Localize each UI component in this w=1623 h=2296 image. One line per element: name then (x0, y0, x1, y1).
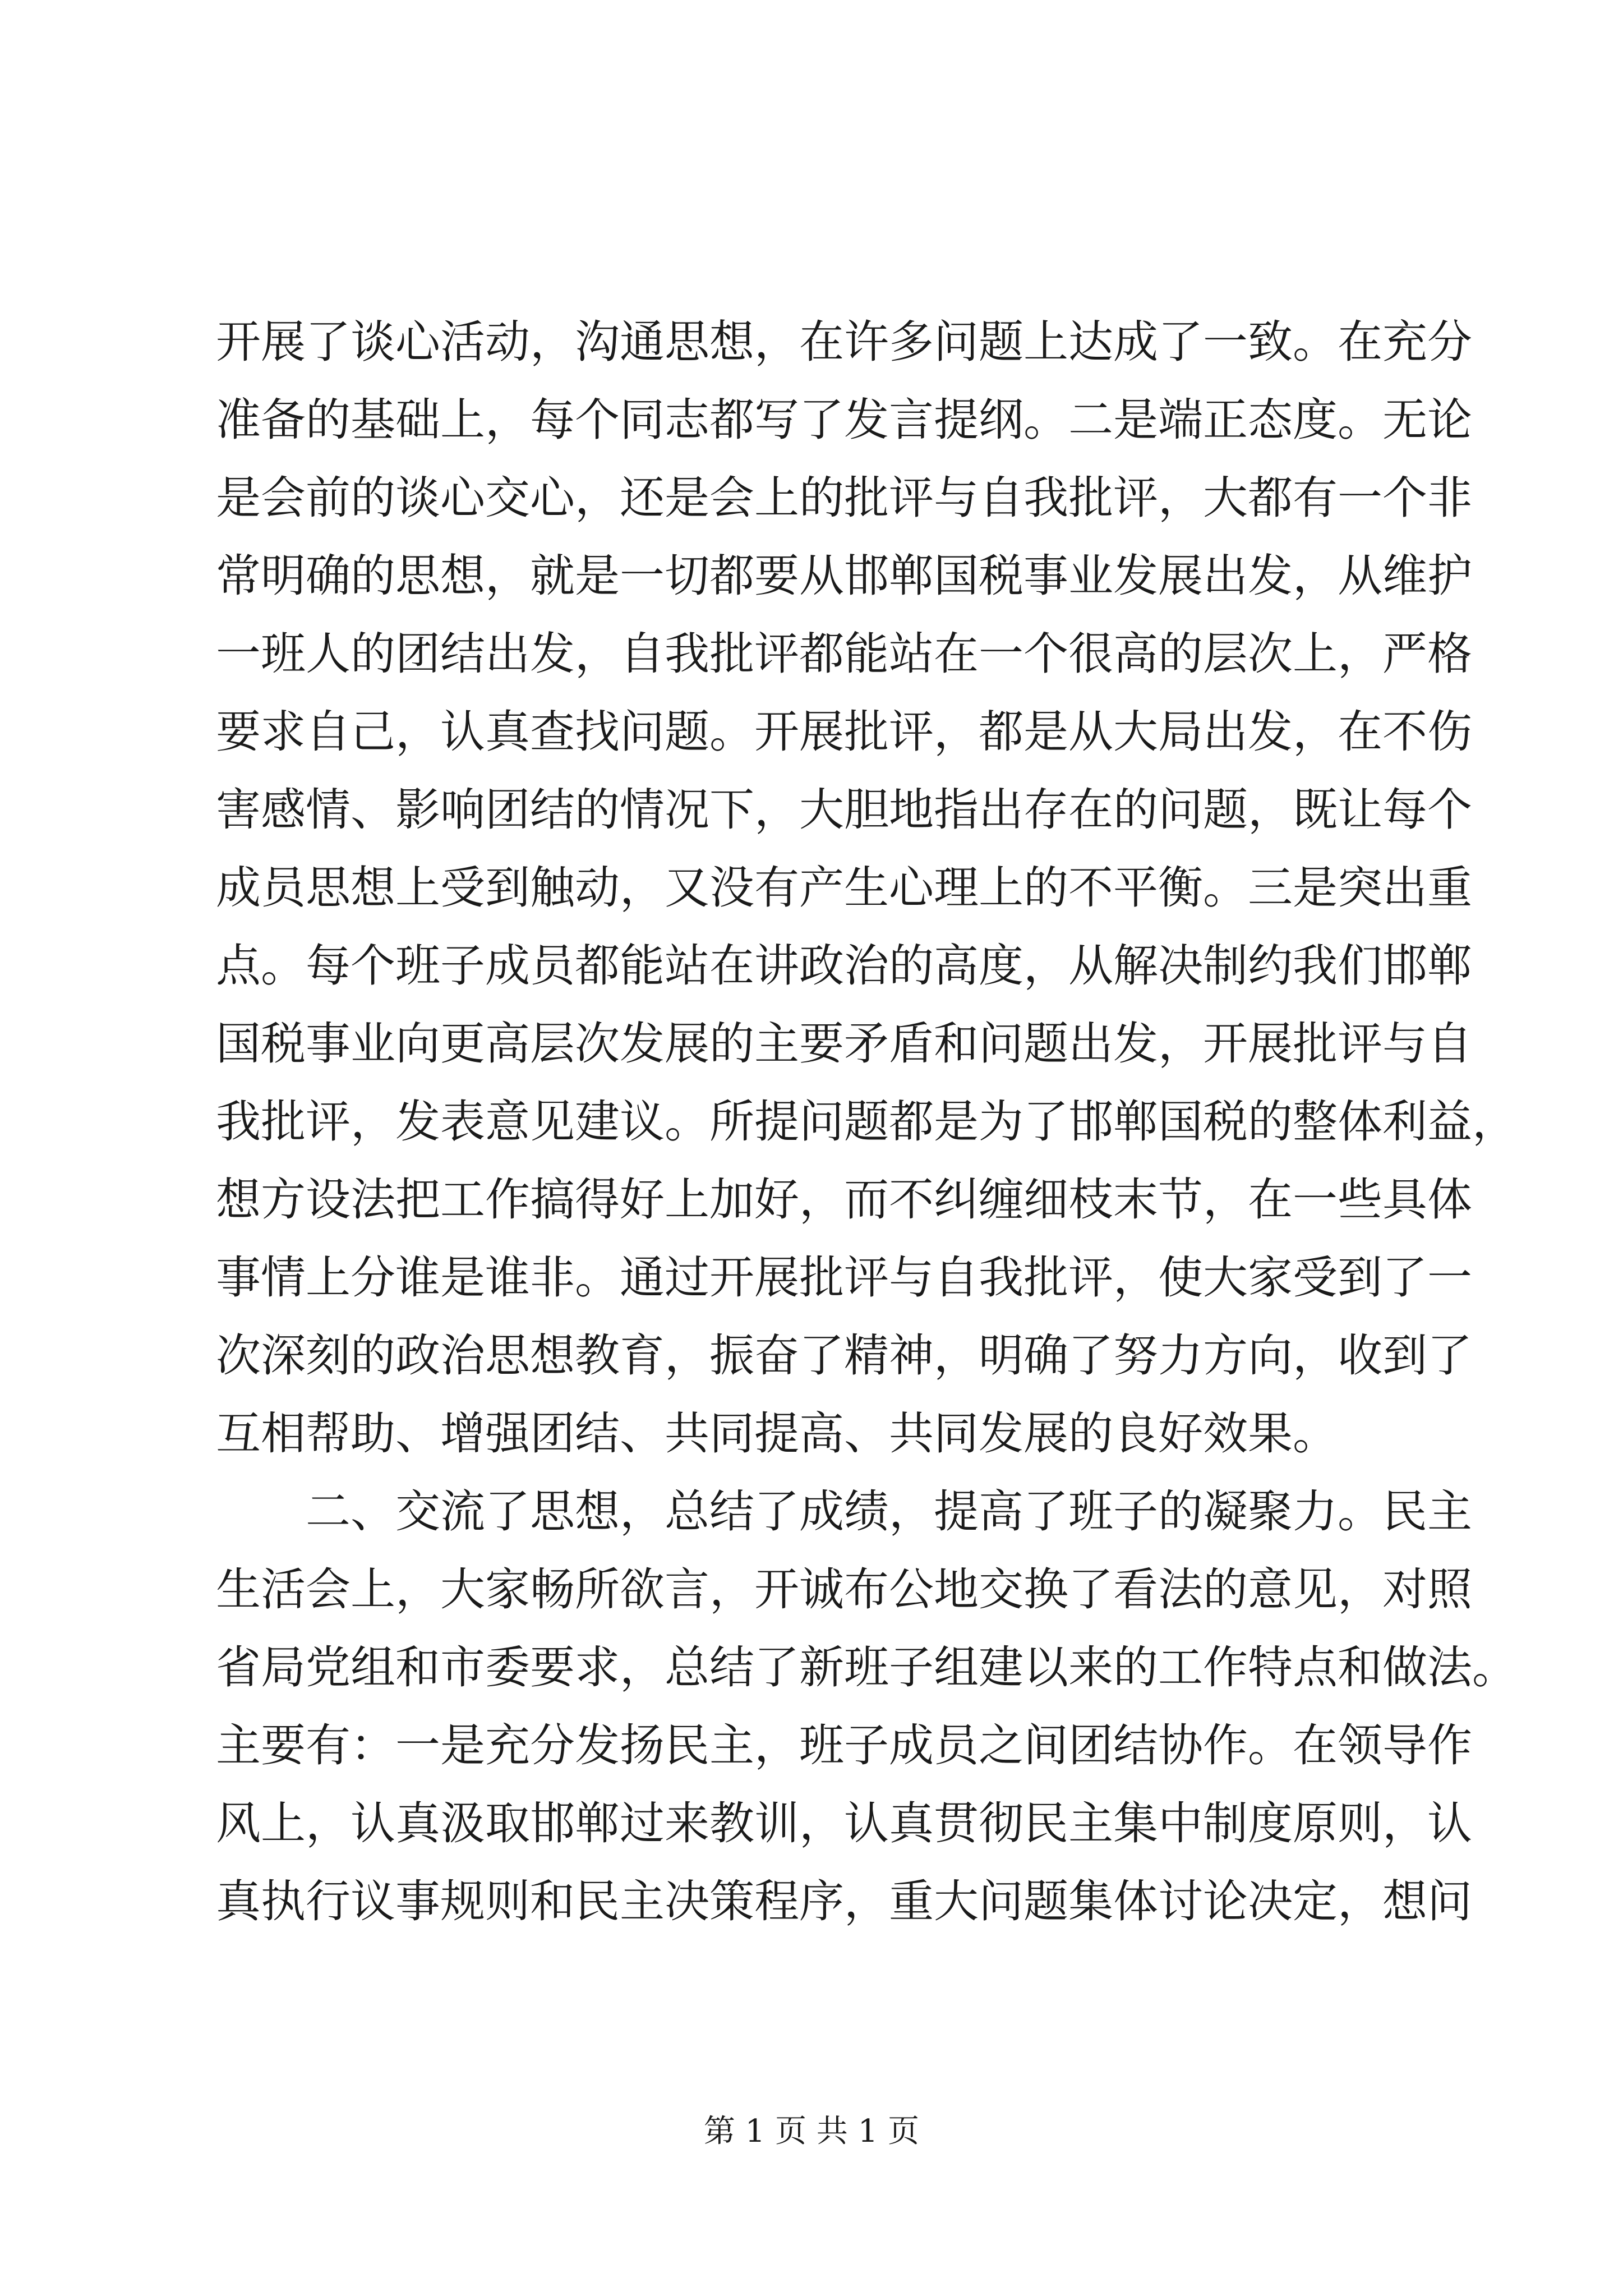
text-line: 是会前的谈心交心，还是会上的批评与自我批评，大都有一个非 (216, 472, 1472, 524)
text-line: 开展了谈心活动，沟通思想，在许多问题上达成了一致。在充分 (216, 316, 1472, 368)
text-line: 常明确的思想，就是一切都要从邯郸国税事业发展出发，从维护 (216, 550, 1472, 602)
page-footer: 第 1 页 共 1 页 (703, 2113, 920, 2150)
text-line: 成员思想上受到触动，又没有产生心理上的不平衡。三是突出重 (216, 862, 1472, 914)
text-line: 国税事业向更高层次发展的主要矛盾和问题出发，开展批评与自 (216, 1018, 1472, 1070)
text-line: 二、交流了思想，总结了成绩，提高了班子的凝聚力。民主 (216, 1485, 1472, 1538)
text-line: 一班人的团结出发，自我批评都能站在一个很高的层次上，严格 (216, 628, 1472, 680)
text-line: 次深刻的政治思想教育，振奋了精神，明确了努力方向，收到了 (216, 1329, 1472, 1382)
text-line: 准备的基础上，每个同志都写了发言提纲。二是端正态度。无论 (216, 394, 1472, 446)
text-line: 我批评，发表意见建议。所提问题都是为了邯郸国税的整体利益， (216, 1096, 1517, 1148)
text-line: 真执行议事规则和民主决策程序，重大问题集体讨论决定，想问 (216, 1875, 1472, 1927)
text-line: 要求自己，认真查找问题。开展批评，都是从大局出发，在不伤 (216, 706, 1472, 758)
text-line: 风上，认真汲取邯郸过来教训，认真贯彻民主集中制度原则，认 (216, 1797, 1472, 1849)
text-line: 事情上分谁是谁非。通过开展批评与自我批评，使大家受到了一 (216, 1251, 1472, 1304)
text-line: 点。每个班子成员都能站在讲政治的高度，从解决制约我们邯郸 (216, 940, 1472, 992)
text-line: 省局党组和市委要求，总结了新班子组建以来的工作特点和做法。 (216, 1641, 1517, 1694)
text-line: 生活会上，大家畅所欲言，开诚布公地交换了看法的意见，对照 (216, 1563, 1472, 1616)
text-line: 主要有：一是充分发扬民主，班子成员之间团结协作。在领导作 (216, 1719, 1472, 1772)
document-body (216, 303, 1517, 1940)
text-line: 互相帮助、增强团结、共同提高、共同发展的良好效果。 (216, 1407, 1338, 1460)
text-line: 想方设法把工作搞得好上加好，而不纠缠细枝末节，在一些具体 (216, 1174, 1472, 1226)
text-line: 害感情、影响团结的情况下，大胆地指出存在的问题，既让每个 (216, 784, 1472, 836)
